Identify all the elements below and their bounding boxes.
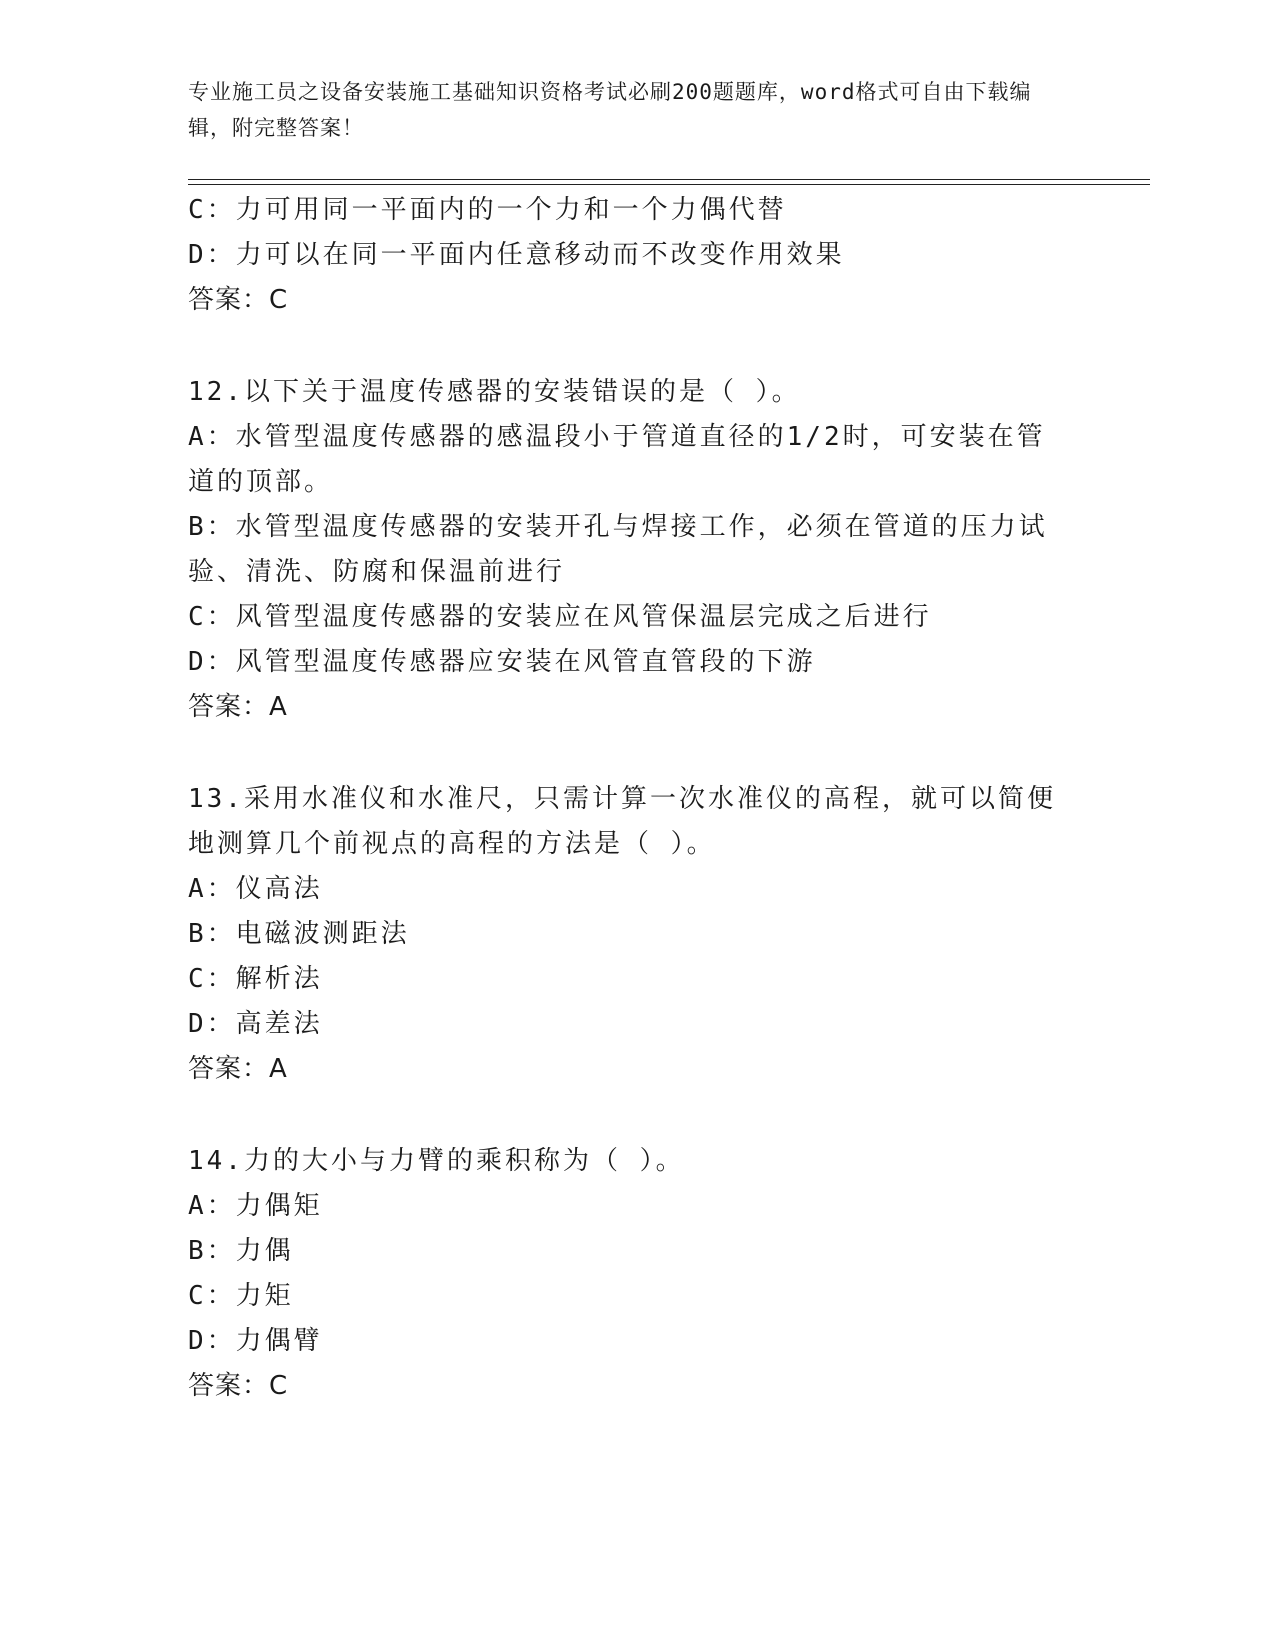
- option-c: C：风管型温度传感器的安装应在风管保温层完成之后进行: [188, 602, 932, 632]
- question-block-14: [188, 1139, 1088, 1409]
- option-a: A：仪高法: [188, 874, 323, 904]
- question-block-12: [188, 370, 1088, 730]
- option-c: C：力矩: [188, 1281, 294, 1311]
- option-c: C：解析法: [188, 964, 323, 994]
- answer-line: 答案：C: [188, 285, 289, 315]
- header-divider-bottom: [188, 184, 1150, 185]
- option-b: B：电磁波测距法: [188, 919, 410, 949]
- question-list: [188, 188, 1088, 1409]
- question-stem: 14.力的大小与力臂的乘积称为（ ）。: [188, 1146, 685, 1176]
- spacer: [188, 323, 1088, 370]
- question-stem: 13.采用水准仪和水准尺，只需计算一次水准仪的高程，就可以简便地测算几个前视点的高程的方法是（ ）。: [188, 784, 1056, 859]
- option-b: B：力偶: [188, 1236, 294, 1266]
- option-a: A：水管型温度传感器的感温段小于管道直径的1/2时，可安装在管道的顶部。: [188, 422, 1046, 497]
- question-block-13: [188, 777, 1088, 1092]
- question-stem: 12.以下关于温度传感器的安装错误的是（ ）。: [188, 377, 801, 407]
- option-d: D：力偶臂: [188, 1326, 323, 1356]
- option-d: D：力可以在同一平面内任意移动而不改变作用效果: [188, 240, 845, 270]
- header-divider-top: [188, 179, 1150, 180]
- option-b: B：水管型温度传感器的安装开孔与焊接工作，必须在管道的压力试验、清洗、防腐和保温前进行: [188, 512, 1048, 587]
- option-c: C：力可用同一平面内的一个力和一个力偶代替: [188, 195, 787, 225]
- document-header: 专业施工员之设备安装施工基础知识资格考试必刷200题题库，word格式可自由下载编辑，附完整答案！: [188, 80, 1032, 140]
- spacer: [188, 1092, 1088, 1139]
- answer-line: 答案：A: [188, 1054, 288, 1084]
- answer-line: 答案：C: [188, 1371, 289, 1401]
- option-d: D：风管型温度传感器应安装在风管直管段的下游: [188, 647, 816, 677]
- question-block-previous: [188, 188, 1088, 323]
- option-d: D：高差法: [188, 1009, 323, 1039]
- answer-line: 答案：A: [188, 692, 288, 722]
- option-a: A：力偶矩: [188, 1191, 323, 1221]
- spacer: [188, 730, 1088, 777]
